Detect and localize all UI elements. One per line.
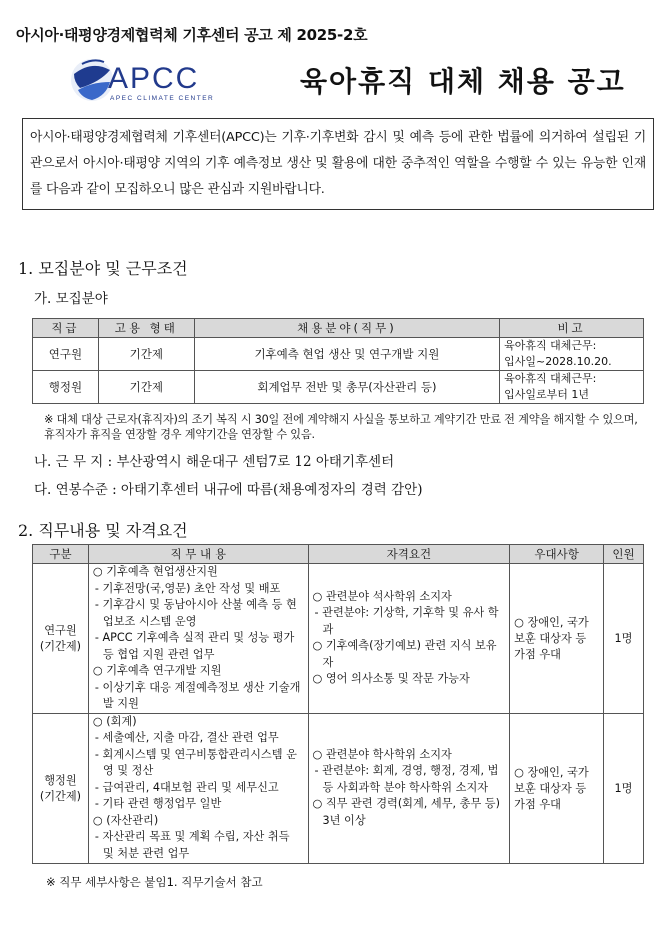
type-cell: 기간제: [98, 371, 194, 404]
col-header: 직급: [33, 319, 99, 338]
rank-cell: 행정원: [33, 371, 99, 404]
duties-table: [32, 544, 644, 864]
list-item: - 기타 관련 행정업무 일반: [94, 797, 222, 811]
col-header: 고용 형태: [98, 319, 194, 338]
table-header-row: [33, 319, 644, 338]
count-cell: 1명: [604, 564, 644, 714]
note-line: 입사일~2028.10.20.: [504, 355, 612, 368]
col-header: 인원: [604, 545, 644, 564]
quals-cell: [308, 564, 510, 714]
work-location: 나. 근 무 지 : 부산광역시 해운대구 센텀7로 12 아태기후센터: [34, 454, 395, 470]
intro-box: 아시아·태평양경제협력체 기후센터(APCC)는 기후·기후변화 감시 및 예측 등에 관한 법률에 의거하여 설립된 기관으로서 아시아·태평양 지역의 기후 예측정보 생산 및 활용에 대한 중추적인 역할을 수행할 수 있는 유능한 인재를 다음과 같이 모집하오니 많은 관심과 지원바랍니다.: [22, 118, 654, 210]
table-row: [33, 713, 644, 863]
list-item: ○ 직무 관련 경력(회계, 세무, 총무 등) 3년 이상: [312, 797, 500, 827]
col-header: 채용분야(직무): [194, 319, 499, 338]
table-row: [33, 338, 644, 371]
quals-cell: [308, 713, 510, 863]
category-cell: 연구원 (기간제): [33, 564, 89, 714]
col-header: 비고: [500, 319, 644, 338]
note-cell: [500, 371, 644, 404]
col-header: 자격요건: [308, 545, 510, 564]
note-line: 육아휴직 대체근무:: [504, 372, 597, 385]
list-item: - 세출예산, 지출 마감, 결산 관련 업무: [94, 731, 279, 745]
list-item: ○ 기후예측 연구개발 지원: [92, 664, 222, 677]
section2-heading: 2. 직무내용 및 자격요건: [18, 521, 188, 540]
note-cell: [500, 338, 644, 371]
document-title: 육아휴직 대체 채용 공고: [300, 65, 626, 98]
contract-footnote: ※ 대체 대상 근로자(휴직자)의 조기 복직 시 30일 전에 계약해지 사실을 통보하고 계약기간 만료 전 계약을 해지할 수 있으며, 휴직자가 휴직을 연장할 경우 계약기간을 연장할 수 있음.: [44, 413, 638, 441]
list-item: - 기후감시 및 동남아시아 산불 예측 등 현업보조 시스템 운영: [94, 598, 297, 628]
list-item: ○ (자산관리): [92, 813, 159, 827]
recruitment-table: [32, 318, 644, 404]
salary-level: 다. 연봉수준 : 아태기후센터 내규에 따름(채용예정자의 경력 감안): [34, 482, 423, 498]
field-cell: 회계업무 전반 및 총무(자산관리 등): [194, 371, 499, 404]
category-cell: 행정원 (기간제): [33, 713, 89, 863]
logo-text: APCC: [108, 62, 200, 95]
list-item: - 회계시스템 및 연구비통합관리시스템 운영 및 정산: [94, 747, 297, 778]
type-cell: 기간제: [98, 338, 194, 371]
list-item: ○ 기후예측 현업생산지원: [92, 565, 218, 578]
list-item: - 관련분야: 회계, 경영, 행정, 경제, 법 등 사회과학 분야 학사학위 소지자: [314, 764, 499, 794]
note-line: 육아휴직 대체근무:: [504, 339, 597, 352]
section1-sub-a: 가. 모집분야: [34, 291, 108, 307]
col-header: 우대사항: [510, 545, 604, 564]
list-item: ○ 기후예측(장기예보) 관련 지식 보유자: [312, 639, 497, 669]
list-item: - 기후전망(국,영문) 초안 작성 및 배포: [94, 581, 281, 595]
table-row: [33, 564, 644, 714]
note-line: 입사일로부터 1년: [504, 388, 589, 401]
rank-cell: 연구원: [33, 338, 99, 371]
table-row: [33, 371, 644, 404]
field-cell: 기후예측 현업 생산 및 연구개발 지원: [194, 338, 499, 371]
list-item: - 급여관리, 4대보험 관리 및 세무신고: [94, 780, 279, 794]
duties-footnote: ※ 직무 세부사항은 붙임1. 직무기술서 참고: [46, 875, 263, 889]
pref-cell: ○ 장애인, 국가보훈 대상자 등 가점 우대: [510, 713, 604, 863]
logo-subtext: APEC CLIMATE CENTER: [110, 95, 215, 102]
globe-icon: [71, 59, 113, 101]
col-header: 직 무 내 용: [88, 545, 308, 564]
list-item: - 자산관리 목표 및 계획 수립, 자산 취득 및 처분 관련 업무: [94, 830, 290, 860]
list-item: - 관련분야: 기상학, 기후학 및 유사 학과: [314, 606, 499, 636]
pref-cell: ○ 장애인, 국가보훈 대상자 등 가점 우대: [510, 564, 604, 714]
list-item: - 이상기후 대응 계절예측정보 생산 기술개발 지원: [94, 680, 301, 710]
duties-cell: [88, 564, 308, 714]
duties-cell: [88, 713, 308, 863]
count-cell: 1명: [604, 713, 644, 863]
section1-heading: 1. 모집분야 및 근무조건: [18, 259, 188, 278]
list-item: ○ 관련분야 학사학위 소지자: [312, 747, 452, 761]
list-item: - APCC 기후예측 실적 관리 및 성능 평가 등 협업 지원 관련 업무: [94, 631, 295, 661]
table-header-row: [33, 545, 644, 564]
list-item: ○ (회계): [92, 714, 137, 728]
list-item: ○ 영어 의사소통 및 작문 가능자: [312, 672, 470, 686]
list-item: ○ 관련분야 석사학위 소지자: [312, 589, 452, 603]
col-header: 구분: [33, 545, 89, 564]
notice-number: 아시아·태평양경제협력체 기후센터 공고 제 2025-2호: [16, 26, 368, 44]
